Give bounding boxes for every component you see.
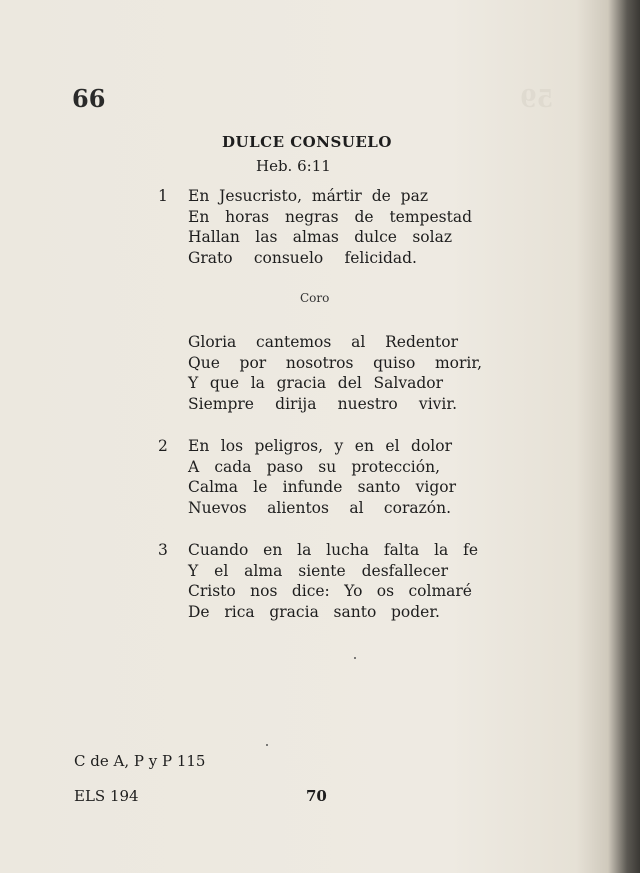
verse-line: A cada paso su protección, — [188, 457, 440, 476]
verse-line: En los peligros, y en el dolor — [188, 437, 452, 455]
chorus-line: Gloria cantemos al Redentor — [188, 333, 458, 351]
verse-line: En horas negras de tempestad — [188, 207, 472, 226]
verse-line: De rica gracia santo poder. — [188, 602, 440, 621]
chorus-line: Que por nosotros quiso morir, — [188, 353, 482, 372]
stanza-number: 3 — [158, 541, 168, 559]
chorus-label: Coro — [300, 291, 330, 305]
verse-line: Cuando en la lucha falta la fe — [188, 541, 478, 559]
print-speck — [354, 657, 356, 659]
stanza-number: 2 — [158, 437, 168, 455]
verse-line: Nuevos alientos al corazón. — [188, 498, 451, 517]
print-speck — [266, 744, 268, 746]
verse-line: Hallan las almas dulce solaz — [188, 228, 452, 246]
hymn-number: 66 — [72, 84, 106, 113]
source-reference-1: C de A, P y P 115 — [74, 752, 206, 770]
verse-line: Calma le infunde santo vigor — [188, 478, 456, 496]
verse-line: Y el alma siente desfallecer — [188, 561, 448, 580]
hymn-title: DULCE CONSUELO — [222, 133, 392, 151]
source-reference-2: ELS 194 — [74, 787, 139, 805]
stanza-2 — [188, 436, 456, 518]
chorus-line: Y que la gracia del Salvador — [188, 374, 443, 392]
chorus-line: Siempre dirija nuestro vivir. — [188, 394, 457, 413]
stanza-1 — [188, 186, 472, 268]
verse-line: Cristo nos dice: Yo os colmaré — [188, 582, 472, 600]
verse-line: En Jesucristo, mártir de paz — [188, 187, 428, 205]
bleed-through-text: 59 — [520, 84, 554, 113]
verse-line: Grato consuelo felicidad. — [188, 248, 417, 267]
page-number: 70 — [306, 787, 327, 805]
scripture-reference: Heb. 6:11 — [256, 157, 331, 175]
stanza-number: 1 — [158, 187, 168, 205]
chorus — [188, 332, 482, 414]
stanza-3 — [188, 540, 478, 622]
